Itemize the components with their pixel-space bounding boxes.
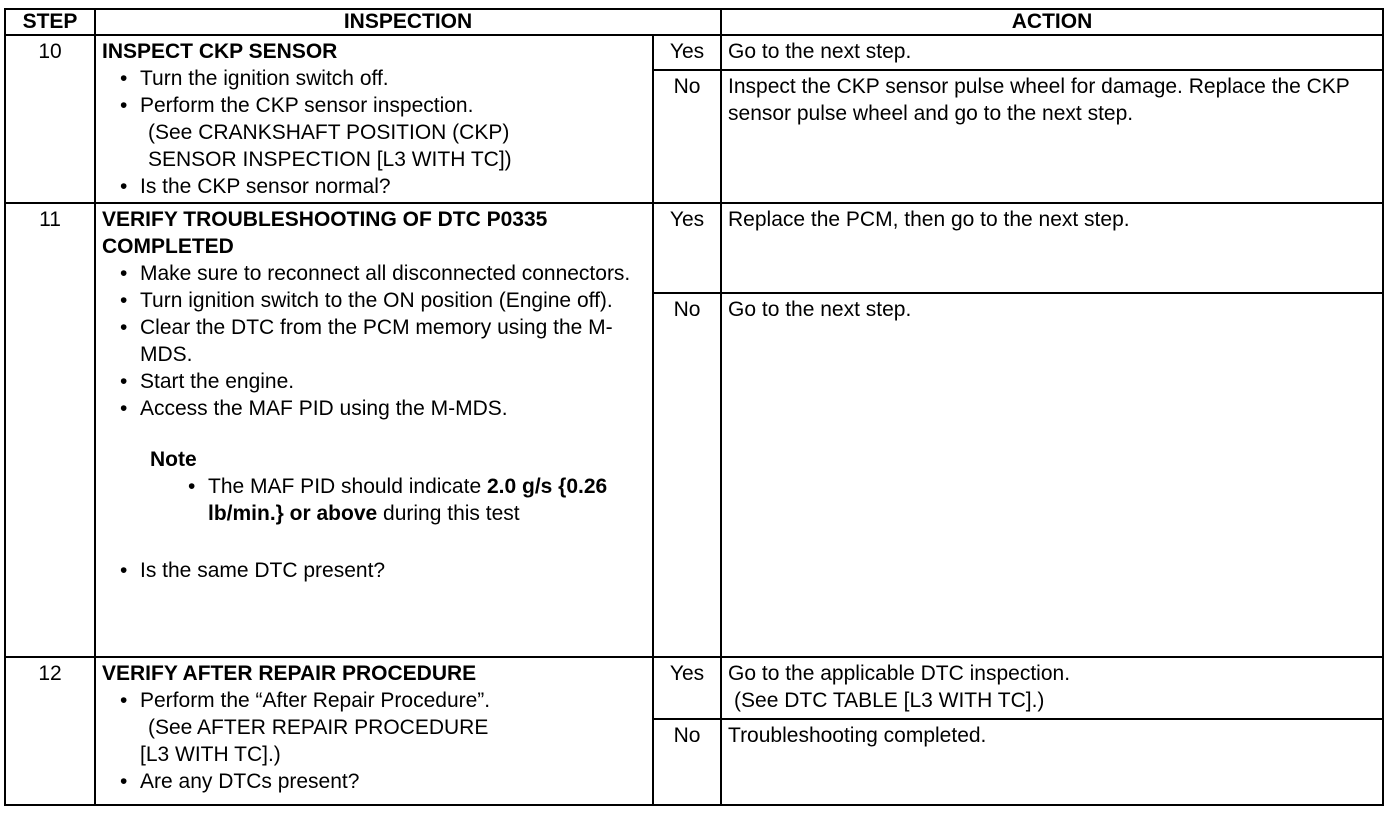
no-action: Go to the next step. xyxy=(721,293,1383,657)
inspection-cell xyxy=(95,35,653,203)
list-item: • Turn ignition switch to the ON position (Engine off). xyxy=(120,287,646,314)
table-row xyxy=(5,203,1383,293)
no-label: No xyxy=(653,70,721,203)
inspection-title: VERIFY AFTER REPAIR PROCEDURE xyxy=(102,662,477,685)
inspection-header: INSPECTION xyxy=(95,9,721,35)
no-label: No xyxy=(653,719,721,805)
list-item: • Make sure to reconnect all disconnected connectors. xyxy=(120,260,646,287)
inspection-cell xyxy=(95,203,653,657)
table-row xyxy=(5,657,1383,719)
inspection-cell xyxy=(95,657,653,805)
step-header: STEP xyxy=(5,9,95,35)
table-row xyxy=(5,35,1383,70)
note-heading: Note xyxy=(150,448,197,471)
note-value: 2.0 g/s {0.26 lb/min.} or above xyxy=(208,475,608,525)
troubleshooting-table xyxy=(4,8,1384,806)
reference-text: SENSOR INSPECTION [L3 WITH TC]) xyxy=(148,148,512,171)
step-number: 12 xyxy=(5,657,95,805)
list-item: • Access the MAF PID using the M-MDS. xyxy=(120,395,646,422)
step-number: 11 xyxy=(5,203,95,657)
reference-text: (See AFTER REPAIR PROCEDURE xyxy=(148,716,489,739)
inspection-list xyxy=(102,260,646,422)
action-header: ACTION xyxy=(721,9,1383,35)
yes-action xyxy=(721,657,1383,719)
reference-text: [L3 WITH TC].) xyxy=(140,743,281,766)
list-item: • Is the same DTC present? xyxy=(120,557,646,584)
note-item xyxy=(188,473,646,527)
yes-action: Replace the PCM, then go to the next step. xyxy=(721,203,1383,293)
yes-action-text: Go to the applicable DTC inspection. xyxy=(728,662,1071,685)
troubleshooting-page xyxy=(4,8,1382,806)
list-item-text: Perform the “After Repair Procedure”. xyxy=(140,689,491,712)
list-item xyxy=(120,92,646,173)
yes-action: Go to the next step. xyxy=(721,35,1383,70)
step-number: 10 xyxy=(5,35,95,203)
note-text: The MAF PID should indicate xyxy=(208,475,487,498)
note-list xyxy=(102,473,646,527)
list-item-text: Perform the CKP sensor inspection. xyxy=(140,94,474,117)
reference-text: (See DTC TABLE [L3 WITH TC].) xyxy=(734,689,1045,712)
no-label: No xyxy=(653,293,721,657)
inspection-title: INSPECT CKP SENSOR xyxy=(102,40,338,63)
inspection-list xyxy=(102,687,646,795)
header-row xyxy=(5,9,1383,35)
yes-label: Yes xyxy=(653,203,721,293)
yes-label: Yes xyxy=(653,35,721,70)
note-text: during this test xyxy=(377,502,520,525)
list-item: • Turn the ignition switch off. xyxy=(120,65,646,92)
list-item: • Are any DTCs present? xyxy=(120,768,646,795)
reference-text: (See CRANKSHAFT POSITION (CKP) xyxy=(148,121,510,144)
list-item: • Start the engine. xyxy=(120,368,646,395)
inspection-list xyxy=(102,65,646,200)
list-item: • Clear the DTC from the PCM memory using the M-MDS. xyxy=(120,314,646,368)
list-item: • Is the CKP sensor normal? xyxy=(120,173,646,200)
yes-label: Yes xyxy=(653,657,721,719)
inspection-title: VERIFY TROUBLESHOOTING OF DTC P0335 COMPLETED xyxy=(102,208,548,258)
no-action: Troubleshooting completed. xyxy=(721,719,1383,805)
no-action: Inspect the CKP sensor pulse wheel for damage. Replace the CKP sensor pulse wheel and go to the next step. xyxy=(721,70,1383,203)
inspection-list xyxy=(102,557,646,584)
list-item xyxy=(120,687,646,768)
spacer xyxy=(102,527,646,557)
